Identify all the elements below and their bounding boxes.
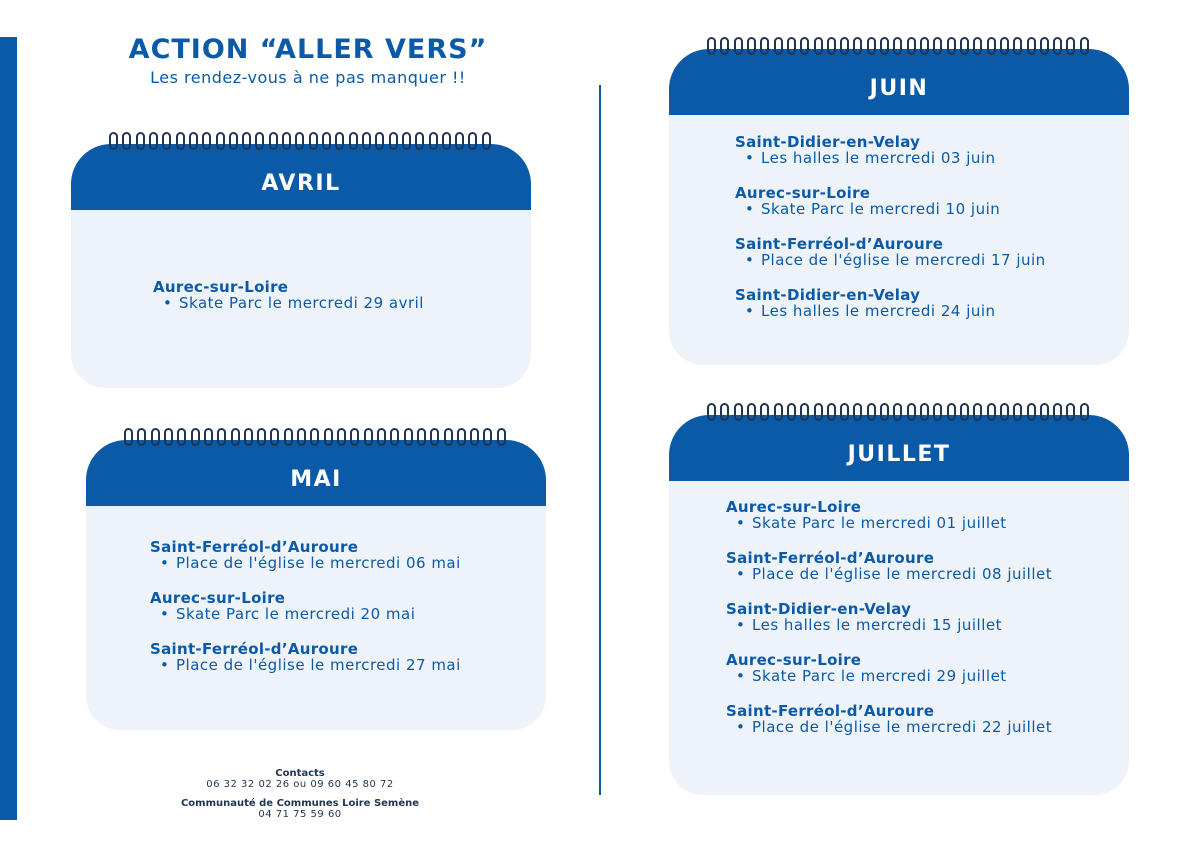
- entry-location: Saint-Ferréol-d’Auroure: [150, 640, 359, 658]
- spiral-ring: [204, 428, 213, 446]
- spiral-ring: [867, 403, 876, 421]
- spiral-ring: [720, 403, 729, 421]
- list-item: [735, 135, 1046, 166]
- spiral-ring: [216, 132, 225, 150]
- spiral-ring: [335, 132, 344, 150]
- spiral-ring: [907, 37, 916, 55]
- spiral-ring: [827, 403, 836, 421]
- spiral-ring: [191, 428, 200, 446]
- entry-event: • Les halles le mercredi 15 juillet: [726, 617, 1052, 633]
- spiral-ring: [973, 37, 982, 55]
- spiral-ring: [497, 428, 506, 446]
- entry-location: Saint-Ferréol-d’Auroure: [726, 549, 935, 567]
- spiral-ring: [457, 428, 466, 446]
- entry-location: Aurec-sur-Loire: [153, 278, 289, 296]
- spiral-ring: [176, 132, 185, 150]
- spiral-ring: [364, 428, 373, 446]
- spiral-ring: [840, 403, 849, 421]
- entry-location: Saint-Didier-en-Velay: [726, 600, 912, 618]
- spiral-ring: [322, 132, 331, 150]
- list-item: [153, 280, 424, 311]
- spiral-ring: [907, 403, 916, 421]
- organization-name: Communauté de Communes Loire Semène: [180, 798, 420, 809]
- spiral-ring: [362, 132, 371, 150]
- spiral-ring: [1053, 403, 1062, 421]
- spiral-ring: [468, 132, 477, 150]
- spiral-ring: [136, 132, 145, 150]
- contacts-phones: 06 32 32 02 26 ou 09 60 45 80 72: [206, 779, 394, 790]
- spiral-ring: [734, 403, 743, 421]
- calendar-juillet: [669, 403, 1129, 795]
- spiral-ring: [814, 403, 823, 421]
- entry-list: [726, 500, 1052, 755]
- spiral-ring: [1027, 37, 1036, 55]
- spiral-ring: [137, 428, 146, 446]
- spiral-ring: [1080, 37, 1089, 55]
- spiral-ring: [1040, 403, 1049, 421]
- spiral-ring: [947, 403, 956, 421]
- spiral-binding: [707, 403, 1089, 431]
- spiral-ring: [442, 132, 451, 150]
- spiral-ring: [853, 37, 862, 55]
- spiral-ring: [295, 132, 304, 150]
- spiral-ring: [1013, 403, 1022, 421]
- month-title-mai: MAI: [290, 466, 342, 492]
- spiral-ring: [1053, 37, 1062, 55]
- spiral-ring: [960, 37, 969, 55]
- spiral-ring: [774, 403, 783, 421]
- spiral-ring: [893, 37, 902, 55]
- spiral-ring: [840, 37, 849, 55]
- entry-event: • Place de l'église le mercredi 27 mai: [150, 657, 461, 673]
- spiral-ring: [800, 403, 809, 421]
- spiral-ring: [720, 37, 729, 55]
- spiral-ring: [162, 132, 171, 150]
- spiral-ring: [800, 37, 809, 55]
- spiral-ring: [814, 37, 823, 55]
- spiral-ring: [1000, 37, 1009, 55]
- spiral-ring: [124, 428, 133, 446]
- page-subtitle: Les rendez-vous à ne pas manquer !!: [150, 68, 466, 87]
- contacts-label: Contacts: [275, 768, 325, 779]
- month-title-juin: JUIN: [869, 75, 929, 101]
- spiral-ring: [1013, 37, 1022, 55]
- spiral-ring: [177, 428, 186, 446]
- spiral-ring: [787, 403, 796, 421]
- list-item: [726, 653, 1052, 684]
- spiral-ring: [389, 132, 398, 150]
- spiral-ring: [960, 403, 969, 421]
- spiral-ring: [231, 428, 240, 446]
- list-item: [150, 591, 461, 622]
- spiral-ring: [853, 403, 862, 421]
- entry-location: Saint-Ferréol-d’Auroure: [735, 235, 944, 253]
- spiral-binding: [124, 428, 506, 456]
- spiral-ring: [707, 37, 716, 55]
- spiral-ring: [933, 37, 942, 55]
- spiral-ring: [747, 403, 756, 421]
- spiral-ring: [867, 37, 876, 55]
- list-item: [726, 704, 1052, 735]
- spiral-ring: [377, 428, 386, 446]
- spiral-ring: [284, 428, 293, 446]
- entry-event: • Les halles le mercredi 03 juin: [735, 150, 1046, 166]
- entry-event: • Skate Parc le mercredi 20 mai: [150, 606, 461, 622]
- spiral-ring: [470, 428, 479, 446]
- spiral-ring: [430, 428, 439, 446]
- spiral-ring: [404, 428, 413, 446]
- spiral-ring: [933, 403, 942, 421]
- spiral-ring: [747, 37, 756, 55]
- spiral-ring: [417, 428, 426, 446]
- spiral-ring: [151, 428, 160, 446]
- spiral-ring: [1066, 403, 1075, 421]
- spiral-ring: [1066, 37, 1075, 55]
- spiral-ring: [947, 37, 956, 55]
- spiral-ring: [444, 428, 453, 446]
- spiral-ring: [244, 428, 253, 446]
- spiral-ring: [707, 403, 716, 421]
- spiral-binding: [109, 132, 491, 160]
- spiral-ring: [920, 37, 929, 55]
- entry-event: • Les halles le mercredi 24 juin: [735, 303, 1046, 319]
- entry-event: • Place de l'église le mercredi 08 juillet: [726, 566, 1052, 582]
- spiral-ring: [880, 403, 889, 421]
- spiral-ring: [482, 132, 491, 150]
- calendar-juin: [669, 37, 1129, 365]
- entry-event: • Place de l'église le mercredi 17 juin: [735, 252, 1046, 268]
- spiral-ring: [760, 403, 769, 421]
- title-block: [108, 34, 508, 87]
- spiral-ring: [257, 428, 266, 446]
- spiral-ring: [987, 403, 996, 421]
- spiral-ring: [269, 132, 278, 150]
- spiral-ring: [402, 132, 411, 150]
- spiral-ring: [390, 428, 399, 446]
- left-accent-bar: [0, 37, 17, 820]
- spiral-ring: [297, 428, 306, 446]
- spiral-ring: [189, 132, 198, 150]
- spiral-ring: [483, 428, 492, 446]
- spiral-ring: [987, 37, 996, 55]
- spiral-ring: [429, 132, 438, 150]
- month-title-avril: AVRIL: [261, 170, 341, 196]
- spiral-ring: [255, 132, 264, 150]
- spiral-ring: [349, 132, 358, 150]
- list-item: [735, 186, 1046, 217]
- spiral-ring: [774, 37, 783, 55]
- spiral-ring: [309, 132, 318, 150]
- organization-phone: 04 71 75 59 60: [258, 809, 342, 820]
- spiral-ring: [324, 428, 333, 446]
- entry-event: • Skate Parc le mercredi 10 juin: [735, 201, 1046, 217]
- list-item: [150, 540, 461, 571]
- spiral-ring: [1040, 37, 1049, 55]
- spiral-ring: [920, 403, 929, 421]
- spiral-ring: [109, 132, 118, 150]
- spiral-ring: [760, 37, 769, 55]
- spiral-ring: [122, 132, 131, 150]
- spiral-ring: [1080, 403, 1089, 421]
- spiral-ring: [337, 428, 346, 446]
- entry-location: Aurec-sur-Loire: [726, 498, 862, 516]
- spiral-ring: [310, 428, 319, 446]
- list-item: [726, 602, 1052, 633]
- spiral-ring: [217, 428, 226, 446]
- spiral-ring: [415, 132, 424, 150]
- list-item: [726, 500, 1052, 531]
- spiral-ring: [202, 132, 211, 150]
- entry-location: Saint-Ferréol-d’Auroure: [726, 702, 935, 720]
- list-item: [150, 642, 461, 673]
- entry-event: • Skate Parc le mercredi 01 juillet: [726, 515, 1052, 531]
- spiral-ring: [350, 428, 359, 446]
- entry-list: [150, 540, 461, 693]
- list-item: [735, 288, 1046, 319]
- spiral-ring: [1000, 403, 1009, 421]
- entry-event: • Skate Parc le mercredi 29 avril: [153, 295, 424, 311]
- spiral-ring: [149, 132, 158, 150]
- spiral-ring: [242, 132, 251, 150]
- entry-location: Aurec-sur-Loire: [726, 651, 862, 669]
- entry-event: • Place de l'église le mercredi 06 mai: [150, 555, 461, 571]
- spiral-ring: [880, 37, 889, 55]
- spiral-ring: [455, 132, 464, 150]
- page-title: ACTION “ALLER VERS”: [128, 34, 488, 65]
- entry-location: Saint-Didier-en-Velay: [735, 133, 921, 151]
- entry-location: Saint-Didier-en-Velay: [735, 286, 921, 304]
- spiral-ring: [734, 37, 743, 55]
- list-item: [735, 237, 1046, 268]
- entry-location: Saint-Ferréol-d’Auroure: [150, 538, 359, 556]
- contact-footer: [150, 768, 450, 820]
- spiral-ring: [893, 403, 902, 421]
- spiral-ring: [827, 37, 836, 55]
- entry-location: Aurec-sur-Loire: [735, 184, 871, 202]
- column-divider: [599, 85, 601, 795]
- entry-list: [735, 135, 1046, 339]
- spiral-ring: [229, 132, 238, 150]
- spiral-ring: [282, 132, 291, 150]
- spiral-binding: [707, 37, 1089, 65]
- month-title-juillet: JUILLET: [847, 441, 951, 467]
- calendar-mai: [86, 428, 546, 730]
- spiral-ring: [973, 403, 982, 421]
- spiral-ring: [164, 428, 173, 446]
- entry-location: Aurec-sur-Loire: [150, 589, 286, 607]
- spiral-ring: [270, 428, 279, 446]
- calendar-avril: [71, 132, 531, 388]
- spiral-ring: [787, 37, 796, 55]
- spiral-ring: [375, 132, 384, 150]
- spiral-ring: [1027, 403, 1036, 421]
- list-item: [726, 551, 1052, 582]
- entry-list: [153, 280, 424, 331]
- entry-event: • Skate Parc le mercredi 29 juillet: [726, 668, 1052, 684]
- entry-event: • Place de l'église le mercredi 22 juillet: [726, 719, 1052, 735]
